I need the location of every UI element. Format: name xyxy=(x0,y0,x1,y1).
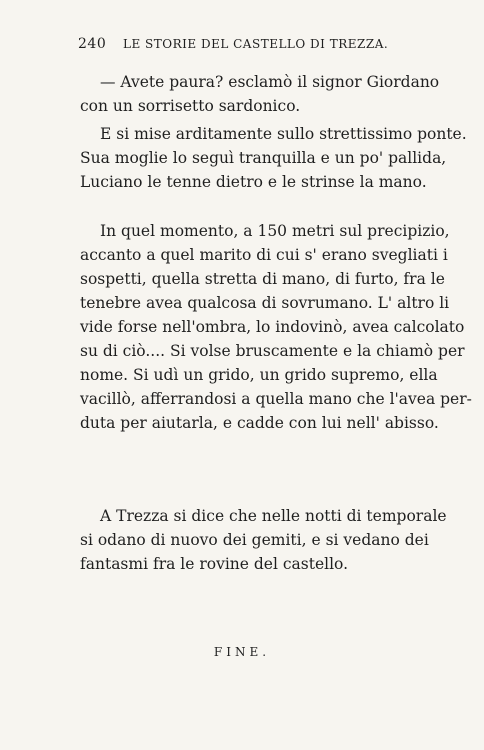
text-line: accanto a quel marito di cui s' erano svegliati i xyxy=(80,246,448,264)
text-line: duta per aiutarla, e cadde con lui nell' abisso. xyxy=(80,414,439,432)
paragraph-1 xyxy=(80,70,460,118)
text-line: — Avete paura? esclamò il signor Giordano xyxy=(100,73,440,91)
page-number: 240 xyxy=(78,36,107,52)
text-line: tenebre avea qualcosa di sovrumano. L' altro li xyxy=(80,294,450,312)
text-line: fantasmi fra le rovine del castello. xyxy=(80,555,349,573)
text-line: vide forse nell'ombra, lo indovinò, avea calcolato xyxy=(80,318,465,336)
end-mark: FINE. xyxy=(213,645,271,659)
text-line: In quel momento, a 150 metri sul precipizio, xyxy=(100,222,450,240)
text-line: sospetti, quella stretta di mano, di furto, fra le xyxy=(80,270,445,288)
text-line: vacillò, afferrandosi a quella mano che l'avea per- xyxy=(80,390,472,408)
text-line: con un sorrisetto sardonico. xyxy=(80,97,301,115)
paragraph-4 xyxy=(80,504,460,576)
text-line: Luciano le tenne dietro e le strinse la mano. xyxy=(80,173,427,191)
running-title: LE STORIE DEL CASTELLO DI TREZZA. xyxy=(123,37,389,51)
text-line: nome. Si udì un grido, un grido supremo, ella xyxy=(80,366,438,384)
text-line: su di ciò.... Si volse bruscamente e la chiamò per xyxy=(80,342,465,360)
paragraph-3 xyxy=(80,219,472,435)
text-line: Sua moglie lo seguì tranquilla e un po' pallida, xyxy=(80,149,447,167)
text-line: si odano di nuovo dei gemiti, e si vedano dei xyxy=(80,531,429,549)
running-header xyxy=(78,36,408,52)
paragraph-2 xyxy=(80,122,467,194)
text-line: A Trezza si dice che nelle notti di temporale xyxy=(100,507,447,525)
text-line: E si mise arditamente sullo strettissimo ponte. xyxy=(100,125,467,143)
